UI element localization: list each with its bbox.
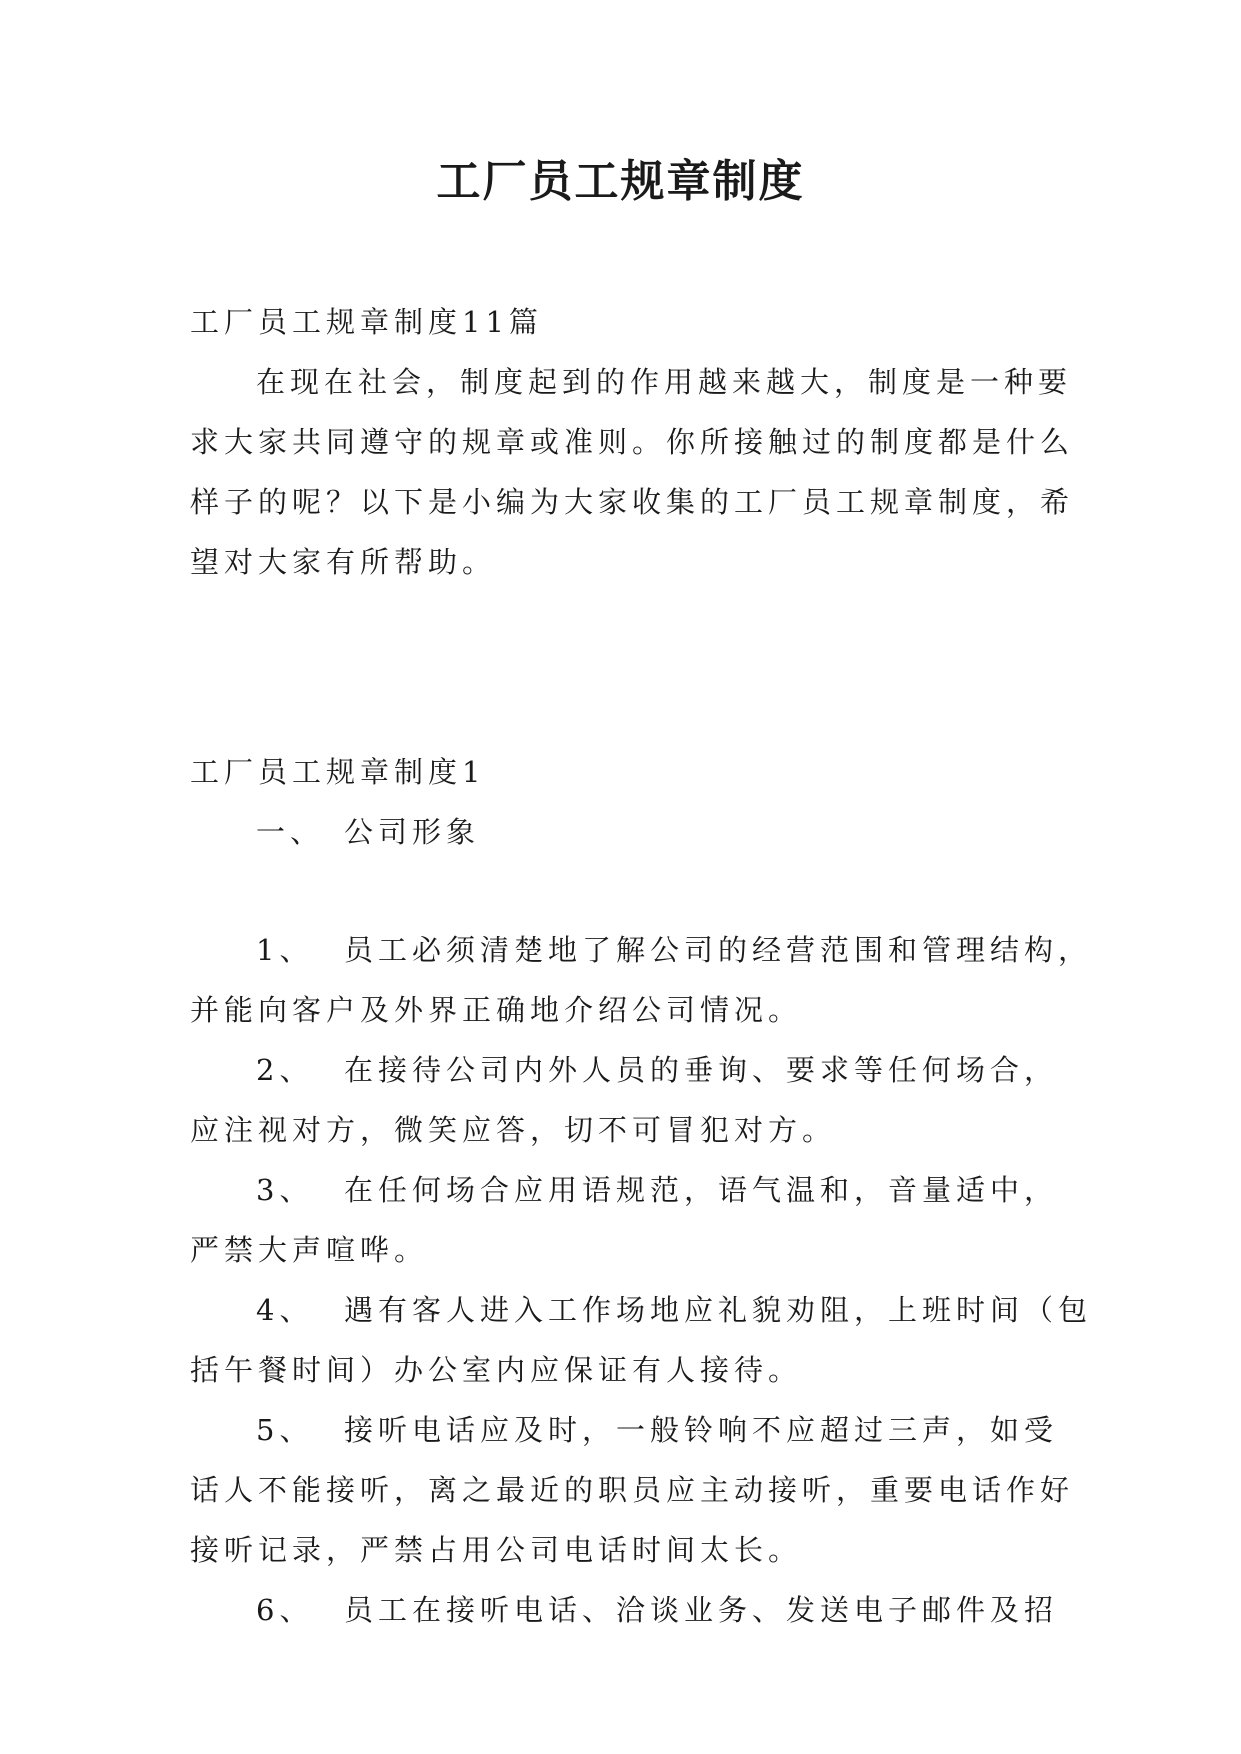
- item-text: 严禁大声喧哗。: [190, 1233, 429, 1267]
- intro-line: 样子的呢？以下是小编为大家收集的工厂员工规章制度，希: [190, 485, 1075, 519]
- section-heading: 工厂员工规章制度1: [190, 755, 486, 789]
- intro-paragraph: [190, 352, 1075, 592]
- item-text: 遇有客人进入工作场地应礼貌劝阻，上班时间（包: [344, 1293, 1093, 1327]
- intro-line: 求大家共同遵守的规章或准则。你所接触过的制度都是什么: [190, 425, 1075, 459]
- item-text: 接听记录，严禁占用公司电话时间太长。: [190, 1533, 803, 1567]
- rule-list: [190, 920, 1093, 1640]
- item-text: 在接待公司内外人员的垂询、要求等任何场合，: [344, 1053, 1059, 1087]
- item-text: 应注视对方，微笑应答，切不可冒犯对方。: [190, 1113, 837, 1147]
- list-item: [190, 1400, 1075, 1580]
- subsection-heading: [190, 802, 1060, 862]
- item-text: 话人不能接听，离之最近的职员应主动接听，重要电话作好: [190, 1473, 1075, 1507]
- item-number: 6、: [256, 1593, 314, 1627]
- item-number: 5、: [256, 1413, 314, 1447]
- subsection-text: 公司形象: [344, 815, 481, 849]
- subtitle: 工厂员工规章制度11篇: [190, 305, 543, 339]
- list-item: [190, 1040, 1060, 1160]
- item-number: 1、: [256, 933, 314, 967]
- item-text: 并能向客户及外界正确地介绍公司情况。: [190, 993, 803, 1027]
- item-text: 括午餐时间）办公室内应保证有人接待。: [190, 1353, 803, 1387]
- item-number: 3、: [256, 1173, 314, 1207]
- item-text: 员工必须清楚地了解公司的经营范围和管理结构，: [344, 933, 1093, 967]
- document-body: [190, 292, 1093, 1640]
- list-item: [190, 920, 1093, 1040]
- item-text: 在任何场合应用语规范，语气温和，音量适中，: [344, 1173, 1059, 1207]
- intro-line: 望对大家有所帮助。: [190, 545, 497, 579]
- subsection-number: 一、: [256, 815, 325, 849]
- list-item: [190, 1160, 1060, 1280]
- intro-line: 在现在社会，制度起到的作用越来越大，制度是一种要: [256, 365, 1073, 399]
- item-text: 接听电话应及时，一般铃响不应超过三声，如受: [344, 1413, 1059, 1447]
- list-item: [190, 1280, 1093, 1400]
- item-number: 2、: [256, 1053, 314, 1087]
- item-number: 4、: [256, 1293, 314, 1327]
- item-text: 员工在接听电话、洽谈业务、发送电子邮件及招: [344, 1593, 1059, 1627]
- list-item: [190, 1580, 1060, 1640]
- document-title: 工厂员工规章制度: [436, 156, 805, 207]
